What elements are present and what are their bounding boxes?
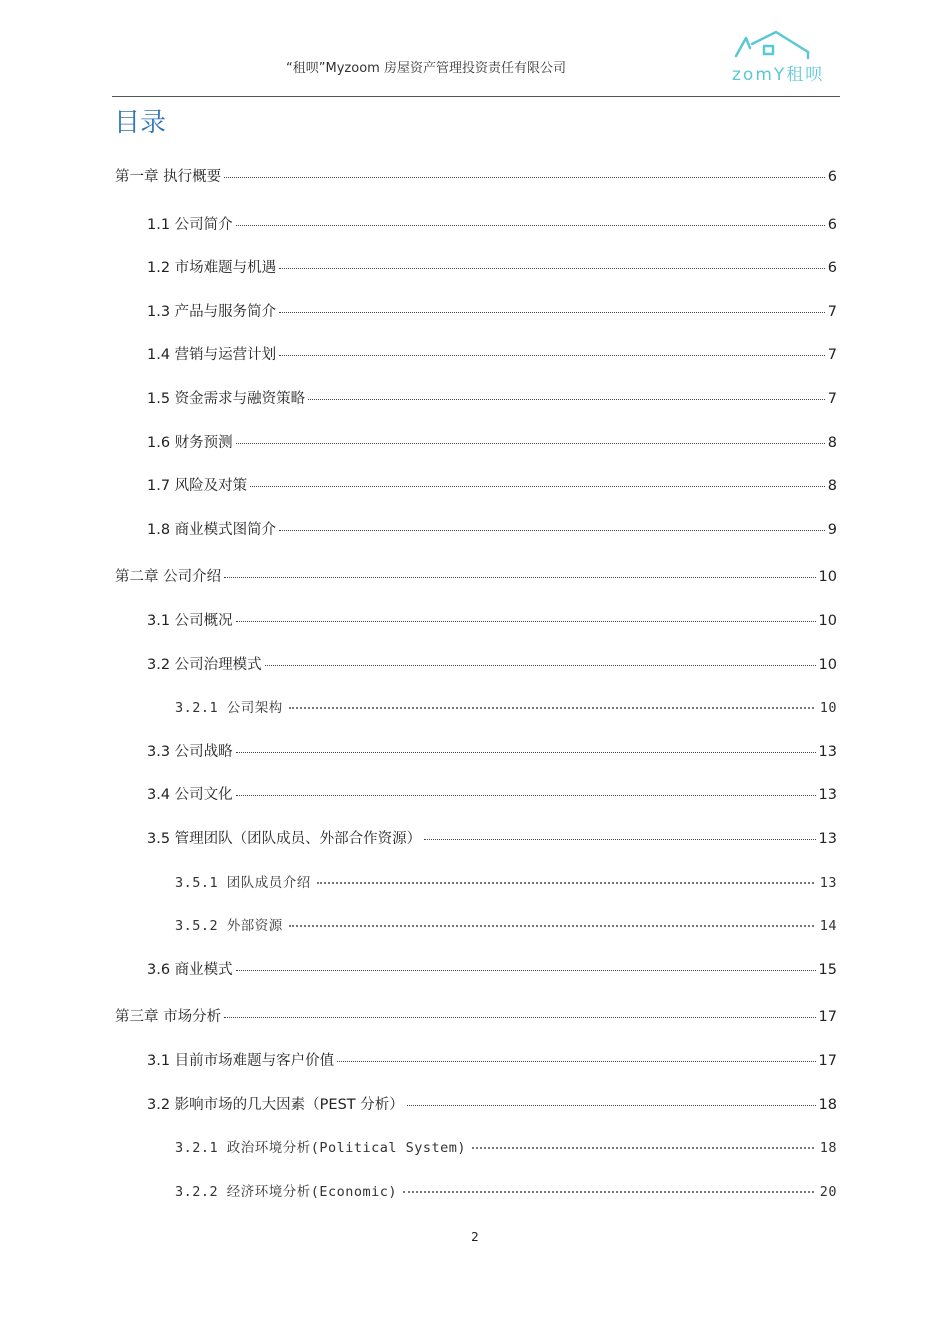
toc-leader-dots (236, 224, 825, 226)
toc-entry-label: 3.2 影响市场的几大因素（PEST 分析） (147, 1096, 404, 1113)
toc-entry-page: 18 (818, 1096, 837, 1113)
toc-entry-label: 3.5.1 团队成员介绍 (175, 874, 311, 891)
toc-leader-dots (407, 1104, 816, 1106)
toc-entry-page: 14 (819, 918, 837, 935)
toc-leader-dots (224, 1016, 815, 1018)
toc-entry[interactable] (147, 214, 837, 236)
toc-entry-label: 3.5.2 外部资源 (175, 918, 283, 935)
page-number: 2 (471, 1230, 479, 1244)
toc-entry-label: 3.2.1 政治环境分析(Political System) (175, 1140, 467, 1157)
toc-entry-page: 13 (818, 831, 837, 847)
toc-entry[interactable] (147, 828, 837, 850)
toc-entry-page: 8 (827, 434, 837, 451)
toc-entry-label: 第一章 执行概要 (115, 169, 222, 185)
toc-entry-page: 20 (819, 1183, 837, 1200)
toc-entry[interactable] (115, 566, 837, 588)
toc-entry[interactable] (147, 741, 837, 763)
toc-entry-page: 7 (827, 347, 837, 364)
toc-leader-dots (236, 620, 816, 622)
toc-entry-page: 15 (818, 961, 837, 978)
toc-entry-label: 3.3 公司战略 (147, 743, 233, 760)
toc-entry[interactable] (147, 784, 837, 806)
toc-entry[interactable] (175, 915, 837, 937)
toc-leader-dots (424, 838, 815, 840)
toc-entry-page: 6 (827, 169, 837, 185)
toc-entry[interactable] (147, 1094, 837, 1116)
toc-entry-page: 17 (818, 1053, 837, 1069)
toc-entry[interactable] (147, 1050, 837, 1072)
toc-entry[interactable] (147, 959, 837, 981)
toc-entry[interactable] (147, 432, 837, 454)
toc-entry[interactable] (147, 344, 837, 366)
toc-leader-dots (472, 1146, 814, 1149)
toc-leader-dots (289, 706, 814, 709)
toc-leader-dots (289, 924, 814, 927)
toc-entry-page: 10 (818, 613, 837, 629)
toc-entry[interactable] (147, 301, 837, 323)
toc-entry[interactable] (175, 872, 837, 894)
toc-entry[interactable] (175, 1181, 837, 1203)
toc-leader-dots (317, 881, 814, 884)
toc-leader-dots (250, 485, 825, 487)
toc-entry-page: 13 (819, 874, 837, 891)
toc-entry-label: 第二章 公司介绍 (115, 569, 222, 586)
toc-entry-page: 10 (818, 569, 837, 586)
toc-entry-label: 3.6 商业模式 (147, 961, 233, 978)
toc-entry[interactable] (147, 610, 837, 632)
toc-entry[interactable] (147, 388, 837, 410)
toc-entry-page: 18 (819, 1140, 837, 1157)
toc-leader-dots (279, 529, 825, 531)
toc-entry-page: 7 (827, 391, 837, 407)
page-header (112, 28, 840, 97)
toc-entry-page: 17 (818, 1009, 837, 1026)
toc-entry-label: 3.5 管理团队（团队成员、外部合作资源） (147, 831, 422, 847)
toc-entry-label: 1.4 营销与运营计划 (147, 347, 277, 364)
toc-entry-page: 13 (818, 743, 837, 760)
toc-entry[interactable] (147, 475, 837, 497)
toc-entry-label: 3.2.1 公司架构 (175, 700, 283, 717)
toc-leader-dots (308, 398, 825, 400)
toc-leader-dots (265, 664, 816, 666)
toc-leader-dots (224, 576, 815, 578)
toc-entry[interactable] (175, 697, 837, 719)
toc-entry-label: 1.5 资金需求与融资策略 (147, 391, 306, 407)
toc-entry-label: 3.1 公司概况 (147, 613, 233, 629)
toc-leader-dots (279, 311, 825, 313)
toc-entry-label: 3.1 目前市场难题与客户价值 (147, 1053, 335, 1069)
toc-leader-dots (279, 267, 825, 269)
toc-entry-page: 13 (818, 787, 837, 804)
toc-entry[interactable] (115, 166, 837, 188)
toc-entry-page: 10 (818, 656, 837, 673)
toc-entry-label: 1.3 产品与服务简介 (147, 303, 277, 320)
toc-entry-label: 1.2 市场难题与机遇 (147, 260, 277, 277)
toc-entry[interactable] (115, 1006, 837, 1028)
toc-leader-dots (236, 751, 816, 753)
logo-text: zomY租呗 (732, 65, 825, 85)
toc-entry-label: 1.1 公司简介 (147, 216, 233, 233)
toc-entry-page: 8 (827, 478, 837, 495)
toc-entry-page: 7 (827, 303, 837, 320)
toc-leader-dots (279, 354, 825, 356)
toc-entry[interactable] (147, 654, 837, 676)
toc-leader-dots (224, 176, 825, 178)
toc-entry-page: 10 (819, 700, 837, 717)
toc-leader-dots (236, 442, 825, 444)
toc-entry-page: 9 (827, 521, 837, 538)
toc-entry-label: 3.2 公司治理模式 (147, 656, 262, 673)
toc-title: 目录 (114, 108, 167, 138)
toc-leader-dots (403, 1190, 814, 1193)
toc-leader-dots (337, 1060, 815, 1062)
toc-entry-label: 第三章 市场分析 (115, 1009, 222, 1026)
header-title: “租呗”Myzoom 房屋资产管理投资责任有限公司 (286, 61, 566, 76)
toc-entry-page: 6 (827, 216, 837, 233)
toc-entry[interactable] (175, 1137, 837, 1159)
toc-leader-dots (236, 794, 816, 796)
toc-entry-page: 6 (827, 260, 837, 277)
toc-entry-label: 1.7 风险及对策 (147, 478, 248, 495)
toc-entry-label: 1.8 商业模式图简介 (147, 521, 277, 538)
toc-entry[interactable] (147, 519, 837, 541)
toc-entry-label: 3.4 公司文化 (147, 787, 233, 804)
toc-entry[interactable] (147, 257, 837, 279)
toc-entry-label: 3.2.2 经济环境分析(Economic) (175, 1183, 398, 1200)
toc-leader-dots (236, 969, 816, 971)
company-logo (730, 30, 840, 86)
toc-entry-label: 1.6 财务预测 (147, 434, 233, 451)
